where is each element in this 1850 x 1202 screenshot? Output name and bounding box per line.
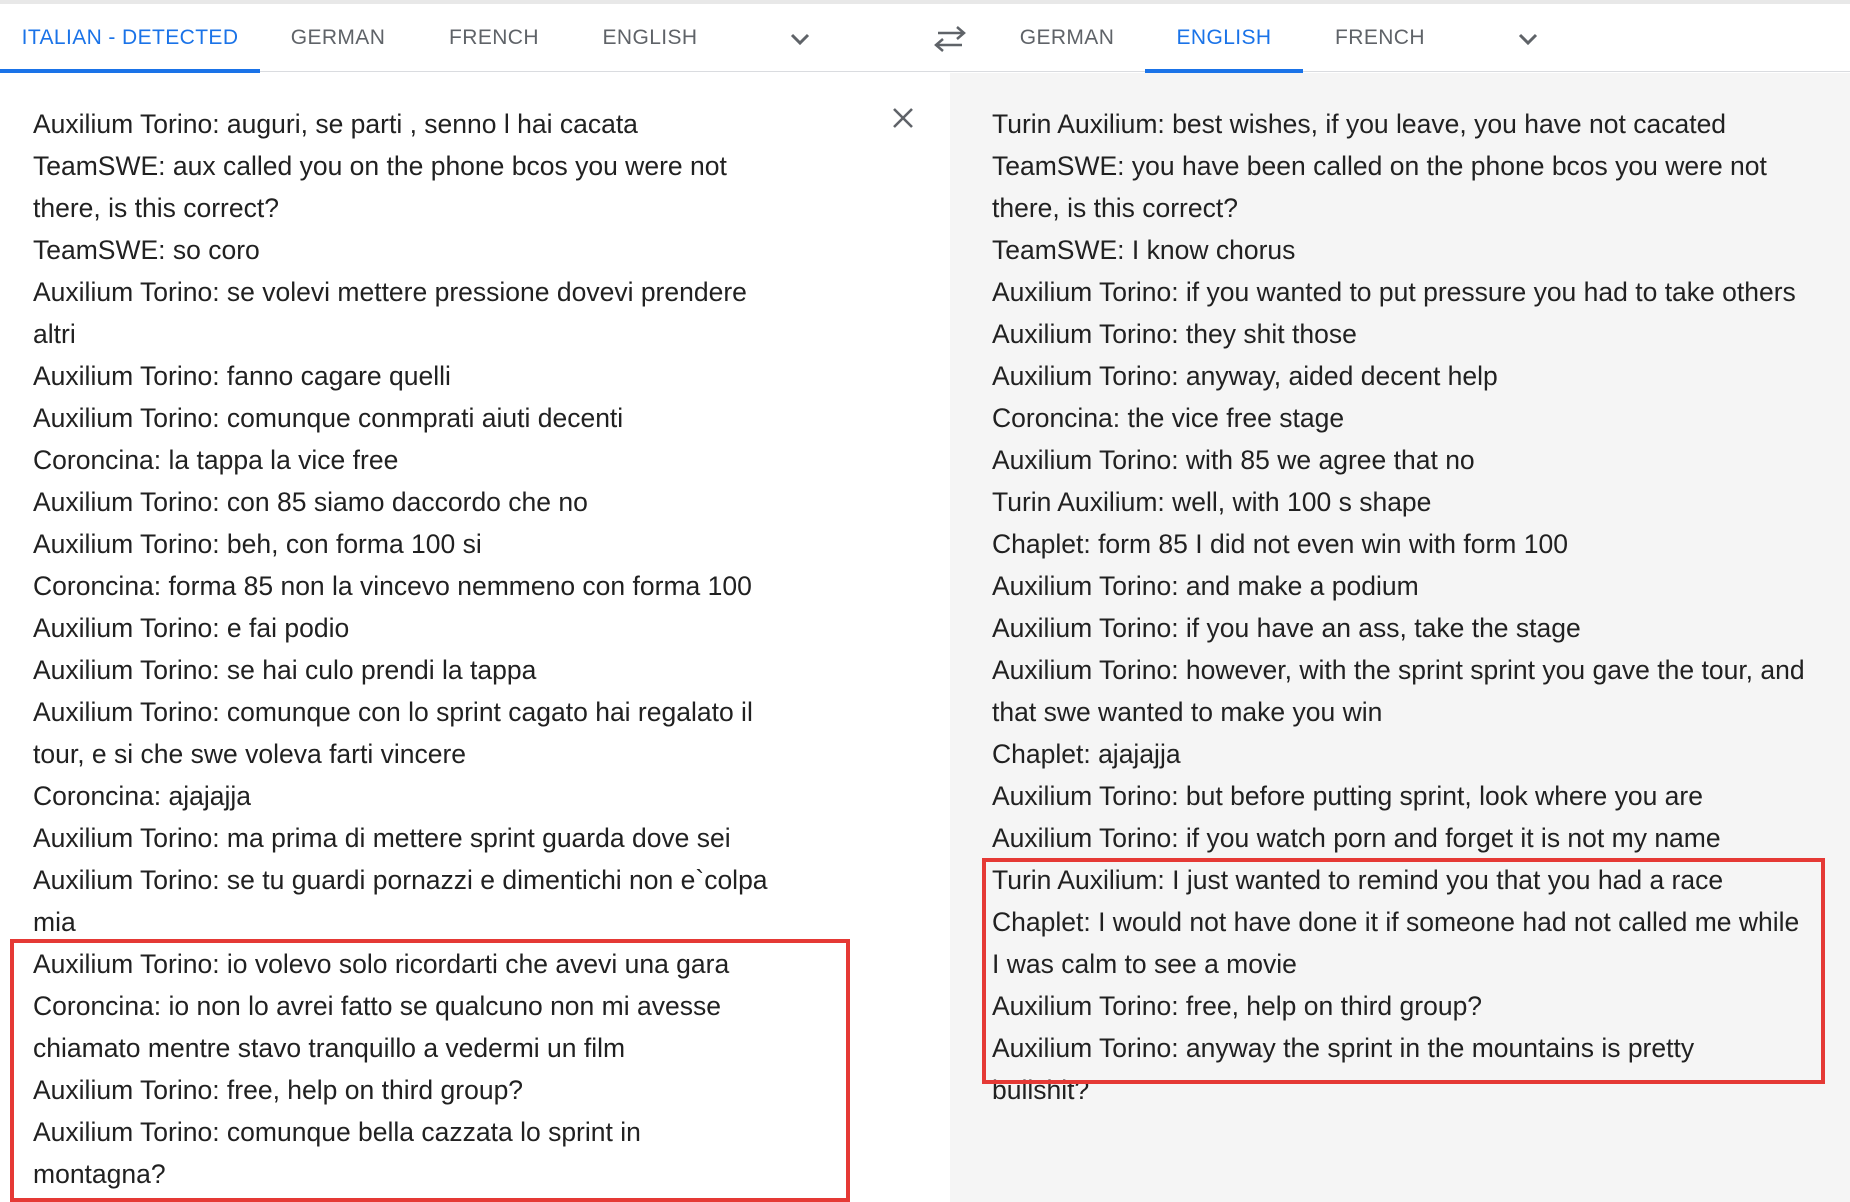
close-icon — [888, 103, 918, 133]
translation-output — [992, 103, 1805, 1111]
translation-line: TeamSWE: I know chorus — [992, 235, 1296, 265]
source-line: chiamato mentre stavo tranquillo a vedermi un film — [33, 1033, 626, 1063]
translation-line: Auxilium Torino: anyway, aided decent help — [992, 361, 1498, 391]
translation-line: Auxilium Torino: anyway the sprint in the mountains is pretty — [992, 1033, 1695, 1063]
source-line: Coroncina: ajajajja — [33, 781, 252, 811]
translation-line: Auxilium Torino: free, help on third group? — [992, 991, 1483, 1021]
translation-line: there, is this correct? — [992, 193, 1238, 223]
translation-line: I was calm to see a movie — [992, 949, 1297, 979]
chevron-down-icon — [1513, 24, 1543, 54]
source-line: Auxilium Torino: free, help on third group? — [33, 1075, 524, 1105]
source-line: Coroncina: forma 85 non la vincevo nemmeno con forma 100 — [33, 571, 752, 601]
source-textarea[interactable] — [33, 103, 768, 1195]
tab-source-italian-detected[interactable]: ITALIAN - DETECTED — [0, 4, 260, 72]
source-line: Auxilium Torino: auguri, se parti , senno l hai cacata — [33, 109, 638, 139]
source-line: there, is this correct? — [33, 193, 279, 223]
swap-languages-icon — [931, 24, 969, 54]
source-line: TeamSWE: aux called you on the phone bcos you were not — [33, 151, 727, 181]
tab-target-german[interactable]: GERMAN — [1019, 26, 1115, 49]
swap-languages-button[interactable] — [931, 24, 969, 54]
source-line: mia — [33, 907, 76, 937]
tab-target-english[interactable]: ENGLISH — [1145, 4, 1303, 72]
translation-line: Turin Auxilium: best wishes, if you leave, you have not cacated — [992, 109, 1727, 139]
source-line: tour, e si che swe voleva farti vincere — [33, 739, 467, 769]
translation-line: Auxilium Torino: however, with the sprint sprint you gave the tour, and — [992, 655, 1805, 685]
source-language-dropdown[interactable] — [785, 24, 815, 54]
translation-line: Auxilium Torino: if you have an ass, take the stage — [992, 613, 1581, 643]
tab-source-english[interactable]: ENGLISH — [602, 26, 698, 49]
translation-line: bullshit? — [992, 1075, 1090, 1105]
source-line: altri — [33, 319, 76, 349]
tab-source-german[interactable]: GERMAN — [290, 26, 386, 49]
source-line: Auxilium Torino: comunque con lo sprint cagato hai regalato il — [33, 697, 753, 727]
translation-line: Auxilium Torino: and make a podium — [992, 571, 1419, 601]
source-line: Auxilium Torino: beh, con forma 100 si — [33, 529, 482, 559]
source-line: Auxilium Torino: con 85 siamo daccordo che no — [33, 487, 588, 517]
tab-source-french[interactable]: FRENCH — [449, 26, 539, 49]
translation-line: Chaplet: form 85 I did not even win with form 100 — [992, 529, 1568, 559]
source-line: Auxilium Torino: se hai culo prendi la tappa — [33, 655, 537, 685]
source-line: Coroncina: la tappa la vice free — [33, 445, 399, 475]
translation-text-pane — [950, 73, 1850, 1202]
translation-line: that swe wanted to make you win — [992, 697, 1383, 727]
translation-line: Auxilium Torino: if you watch porn and forget it is not my name — [992, 823, 1721, 853]
translation-line: Auxilium Torino: but before putting sprint, look where you are — [992, 781, 1703, 811]
source-line: Auxilium Torino: se volevi mettere pressione dovevi prendere — [33, 277, 747, 307]
source-line: Coroncina: io non lo avrei fatto se qualcuno non mi avesse — [33, 991, 721, 1021]
source-line: Auxilium Torino: io volevo solo ricordarti che avevi una gara — [33, 949, 730, 979]
translation-line: Auxilium Torino: they shit those — [992, 319, 1357, 349]
language-tab-bar — [0, 4, 1850, 72]
translation-line: Auxilium Torino: with 85 we agree that no — [992, 445, 1475, 475]
source-line: montagna? — [33, 1159, 166, 1189]
source-line: Auxilium Torino: fanno cagare quelli — [33, 361, 451, 391]
source-line: Auxilium Torino: comunque conmprati aiuti decenti — [33, 403, 624, 433]
translation-line: Chaplet: ajajajja — [992, 739, 1181, 769]
translation-line: Coroncina: the vice free stage — [992, 403, 1345, 433]
target-language-dropdown[interactable] — [1513, 24, 1543, 54]
source-line: Auxilium Torino: se tu guardi pornazzi e dimentichi non e`colpa — [33, 865, 768, 895]
translation-line: Turin Auxilium: well, with 100 s shape — [992, 487, 1432, 517]
translation-line: Chaplet: I would not have done it if someone had not called me while — [992, 907, 1800, 937]
source-line: Auxilium Torino: comunque bella cazzata lo sprint in — [33, 1117, 641, 1147]
source-line: Auxilium Torino: ma prima di mettere sprint guarda dove sei — [33, 823, 731, 853]
clear-source-button[interactable] — [888, 103, 918, 133]
source-text-pane[interactable] — [0, 73, 950, 1202]
source-line: TeamSWE: so coro — [33, 235, 260, 265]
source-line: Auxilium Torino: e fai podio — [33, 613, 350, 643]
translation-line: Auxilium Torino: if you wanted to put pressure you had to take others — [992, 277, 1796, 307]
translation-line: TeamSWE: you have been called on the phone bcos you were not — [992, 151, 1767, 181]
translation-line: Turin Auxilium: I just wanted to remind you that you had a race — [992, 865, 1724, 895]
chevron-down-icon — [785, 24, 815, 54]
tab-target-french[interactable]: FRENCH — [1335, 26, 1425, 49]
